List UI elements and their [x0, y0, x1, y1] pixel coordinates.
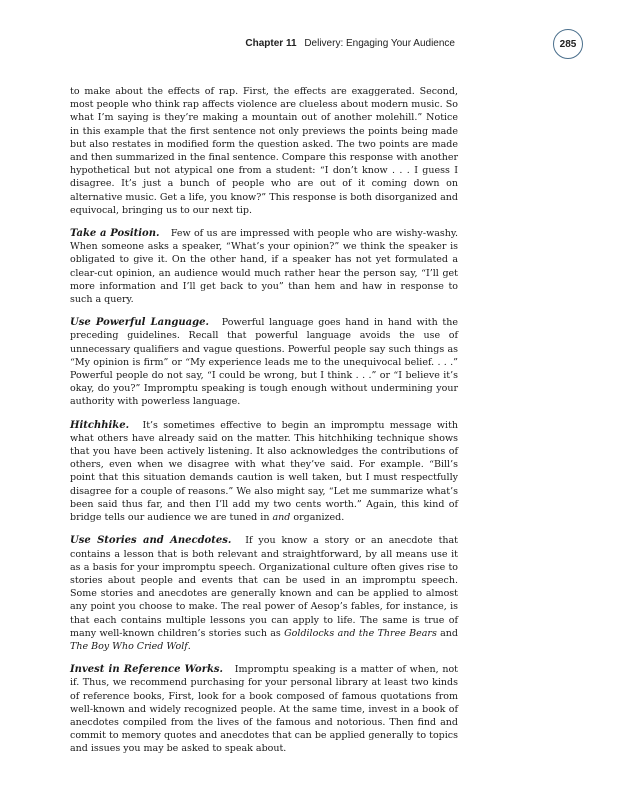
- paragraph-text: It’s sometimes effective to begin an impromptu message with what others have already said on the matter. This hitchhiking technique shows that you have been actively listening. It also acknowledges the contributions of others, even when we disagree with what they’ve said. For example. “Bill’s point that this situation demands caution is well taken, but I must respectfully disagree for a couple of reasons.” We also might say, “Let me summarize what’s been said thus far, and then I’ll add my two cents worth.” Again, this kind of bridge tells our audience we are tuned in: [70, 419, 458, 524]
- paragraph-powerful-language: [70, 316, 458, 408]
- paragraph-text-end: organized.: [290, 512, 345, 524]
- page-number: 285: [559, 38, 577, 50]
- paragraph-intro: to make about the effects of rap. First, the effects are exaggerated. Second, most people who think rap affects violence are clueless about modern music. So what I’m saying is they’re making a mountain out of another molehill.” Notice in this example that the first sentence not only previews the points being made but also restates in modified form the question asked. The two points are made and then summarized in the final sentence. Compare this response with another hypothetical but not atypical one from a student: “I don’t know . . . I guess I disagree. It’s just a bunch of people who are out of it coming down on alternative music. Get a life, you know?” This response is both disorganized and equivocal, bringing us to our next tip.: [70, 86, 458, 216]
- paragraph-hitchhike: [70, 419, 458, 525]
- book-title: The Boy Who Cried Wolf: [70, 640, 188, 652]
- paragraph-reference: [70, 663, 458, 755]
- paragraph-take-position: [70, 227, 458, 306]
- paragraph-text: If you know a story or an anecdote that contains a lesson that is both relevant and straightforward, by all means use it as a basis for your impromptu speech. Organizational culture often gives rise to stories about people and events that can be used in an impromptu speech. Some stories and anecdotes are generally known and can be applied to almost any point you choose to make. The real power of Aesop’s fables, for instance, is that each contains multiple lessons you can apply to life. The same is true of many well-known children’s stories such as: [70, 535, 458, 639]
- paragraph-text: Powerful language goes hand in hand with the preceding guidelines. Recall that powerful language avoids the use of unnecessary qualifiers and vague questions. Powerful people say such things as “My opinion is firm” or “My experience leads me to the unequivocal belief. . . .” Powerful people do not say, “I could be wrong, but I think . . .” or “I believe it’s okay, do you?” Impromptu speaking is tough enough without undermining your authority with powerless language.: [70, 317, 458, 408]
- chapter-number: 11: [285, 38, 297, 49]
- page-number-badge: [553, 29, 583, 59]
- running-header: [245, 38, 455, 49]
- run-in-heading: Use Powerful Language.: [70, 317, 209, 329]
- paragraph-text-middle: and: [436, 627, 458, 639]
- paragraph-text: Impromptu speaking is a matter of when, not if. Thus, we recommend purchasing for your personal library at least two kinds of reference books, First, look for a book composed of famous quotations from well-known and widely recognized people. At the same time, invest in a book of anecdotes compiled from the lives of the famous and notorious. Then find and commit to memory quotes and anecdotes that can be applied generally to topics and issues you may be asked to speak about.: [70, 664, 458, 755]
- paragraph-text-end: .: [187, 640, 191, 652]
- book-title: Goldilocks and the Three Bears: [284, 627, 437, 639]
- chapter-label: Chapter: [245, 38, 284, 49]
- run-in-heading: Take a Position.: [70, 228, 160, 240]
- body-text: [70, 85, 458, 766]
- run-in-heading: Hitchhike.: [70, 419, 130, 431]
- paragraph-text: Few of us are impressed with people who are wishy-washy. When someone asks a speaker, “What’s your opinion?” we think the speaker is obligated to give it. On the other hand, if a speaker has not yet formulated a clear-cut opinion, an audience would much rather hear the person say, “I’ll get more information and I’ll get back to you” than hem and haw in response to such a query.: [70, 228, 458, 306]
- run-in-heading: Use Stories and Anecdotes.: [70, 535, 232, 547]
- paragraph-stories: [70, 534, 458, 653]
- emphasis: and: [272, 512, 291, 524]
- run-in-heading: Invest in Reference Works.: [70, 664, 224, 676]
- chapter-title: Delivery: Engaging Your Audience: [304, 38, 455, 49]
